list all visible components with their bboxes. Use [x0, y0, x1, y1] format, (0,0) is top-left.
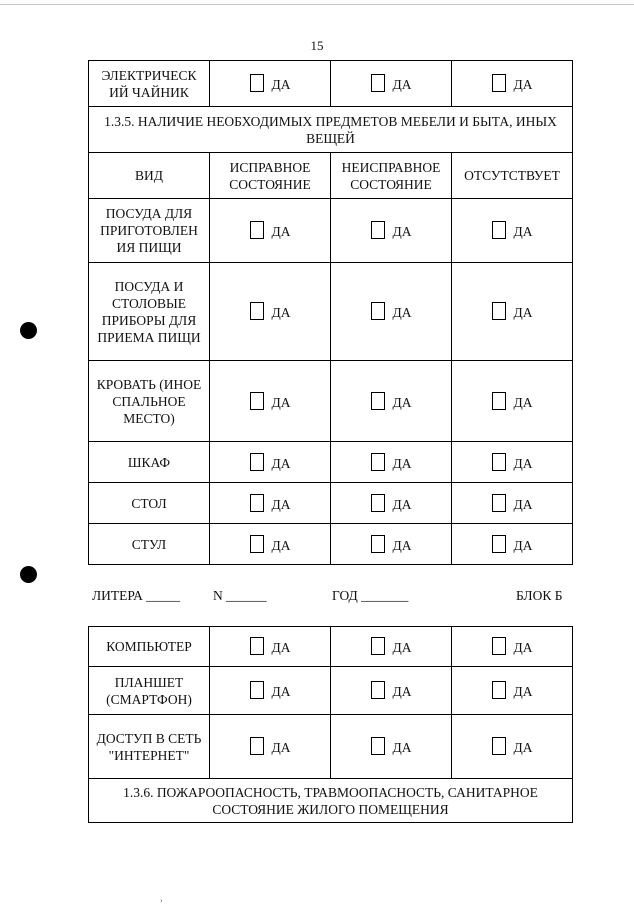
checkbox-label: ДА: [271, 224, 291, 239]
checkbox-cell: [452, 483, 573, 524]
row-label: КРОВАТЬ (ИНОЕ СПАЛЬНОЕ МЕСТО): [89, 361, 210, 442]
litera-field: ЛИТЕРА _____: [92, 588, 181, 603]
checkbox-cell: [331, 524, 452, 565]
checkbox-label: ДА: [271, 740, 291, 755]
checkbox[interactable]: [492, 221, 506, 239]
checkbox-cell: [452, 667, 573, 715]
checkbox-label: ДА: [392, 640, 412, 655]
checkbox-label: ДА: [392, 496, 412, 512]
checkbox-label: ДА: [392, 455, 412, 471]
checkbox-cell: [210, 199, 331, 263]
checkbox-cell: [210, 667, 331, 715]
section-title: 1.3.6. ПОЖАРООПАСНОСТЬ, ТРАВМООПАСНОСТЬ, САНИТАРНОЕ СОСТОЯНИЕ ЖИЛОГО ПОМЕЩЕНИЯ: [89, 779, 573, 823]
checkbox-cell: [210, 715, 331, 779]
checkbox-cell: [331, 61, 452, 107]
checkbox-cell: [331, 627, 452, 667]
row-label: ПОСУДА И СТОЛОВЫЕ ПРИБОРЫ ДЛЯ ПРИЕМА ПИЩИ: [89, 263, 210, 361]
punch-hole-icon: [20, 322, 37, 339]
checkbox[interactable]: [371, 453, 385, 471]
checkbox-label: ДА: [513, 305, 533, 320]
checkbox-cell: [210, 524, 331, 565]
row-label: СТУЛ: [89, 524, 210, 565]
checkbox-cell: [210, 483, 331, 524]
checkbox-cell: [452, 715, 573, 779]
number-field: N ______: [213, 588, 267, 603]
checkbox-label: ДА: [392, 77, 412, 92]
checkbox[interactable]: [250, 494, 264, 512]
table-row: [89, 715, 573, 779]
column-header: НЕИСПРАВНОЕ СОСТОЯНИЕ: [331, 153, 452, 199]
furniture-table: [88, 60, 573, 565]
checkbox-cell: [210, 442, 331, 483]
punch-hole-icon: [20, 566, 37, 583]
checkbox-label: ДА: [271, 77, 291, 92]
checkbox-cell: [331, 442, 452, 483]
checkbox[interactable]: [371, 737, 385, 755]
scan-mark: ›: [160, 896, 163, 905]
table-row: [89, 61, 573, 107]
checkbox-label: ДА: [392, 224, 412, 239]
checkbox-cell: [210, 627, 331, 667]
row-label: КОМПЬЮТЕР: [89, 627, 210, 667]
checkbox-label: ДА: [513, 496, 533, 512]
checkbox-cell: [452, 627, 573, 667]
checkbox[interactable]: [492, 737, 506, 755]
checkbox-label: ДА: [271, 496, 291, 512]
checkbox[interactable]: [492, 453, 506, 471]
row-label: СТОЛ: [89, 483, 210, 524]
checkbox-cell: [331, 483, 452, 524]
checkbox-label: ДА: [392, 684, 412, 699]
table-row: [89, 199, 573, 263]
checkbox[interactable]: [250, 302, 264, 320]
checkbox-label: ДА: [271, 684, 291, 699]
checkbox[interactable]: [492, 681, 506, 699]
checkbox-cell: [210, 361, 331, 442]
checkbox-label: ДА: [513, 77, 533, 92]
checkbox-cell: [331, 667, 452, 715]
checkbox[interactable]: [371, 392, 385, 410]
checkbox[interactable]: [250, 681, 264, 699]
checkbox-label: ДА: [271, 640, 291, 655]
checkbox-label: ДА: [271, 537, 291, 553]
checkbox[interactable]: [250, 221, 264, 239]
checkbox[interactable]: [250, 392, 264, 410]
checkbox[interactable]: [492, 74, 506, 92]
table-row: [89, 627, 573, 667]
checkbox-cell: [452, 524, 573, 565]
checkbox-label: ДА: [513, 740, 533, 755]
checkbox-cell: [452, 442, 573, 483]
row-label: ЭЛЕКТРИЧЕСК ИЙ ЧАЙНИК: [89, 61, 210, 107]
table-row: [89, 361, 573, 442]
checkbox[interactable]: [250, 453, 264, 471]
table-row: [89, 667, 573, 715]
checkbox[interactable]: [371, 302, 385, 320]
top-scan-rule: [0, 4, 634, 5]
checkbox-label: ДА: [513, 684, 533, 699]
checkbox-label: ДА: [392, 537, 412, 553]
checkbox[interactable]: [492, 392, 506, 410]
checkbox-label: ДА: [392, 305, 412, 320]
checkbox-label: ДА: [271, 394, 291, 410]
checkbox-cell: [452, 199, 573, 263]
checkbox-cell: [210, 61, 331, 107]
checkbox[interactable]: [371, 74, 385, 92]
checkbox-cell: [210, 263, 331, 361]
year-field: ГОД _______: [332, 588, 409, 603]
row-label: ДОСТУП В СЕТЬ "ИНТЕРНЕТ": [89, 715, 210, 779]
table-row: [89, 779, 573, 823]
row-label: ШКАФ: [89, 442, 210, 483]
checkbox-label: ДА: [392, 740, 412, 755]
page-number: 15: [310, 38, 324, 53]
checkbox-label: ДА: [513, 394, 533, 410]
row-label: ПОСУДА ДЛЯ ПРИГОТОВЛЕН ИЯ ПИЩИ: [89, 199, 210, 263]
checkbox[interactable]: [250, 74, 264, 92]
column-header: ОТСУТСТВУЕТ: [452, 153, 573, 199]
checkbox-cell: [452, 361, 573, 442]
checkbox-cell: [331, 263, 452, 361]
table-row: [89, 107, 573, 153]
checkbox[interactable]: [371, 535, 385, 553]
table-row: [89, 442, 573, 483]
checkbox-cell: [331, 361, 452, 442]
column-header-row: [89, 153, 573, 199]
checkbox-label: ДА: [271, 455, 291, 471]
checkbox-label: ДА: [392, 394, 412, 410]
checkbox[interactable]: [492, 494, 506, 512]
table-row: [89, 524, 573, 565]
checkbox-label: ДА: [513, 224, 533, 239]
table-row: [89, 263, 573, 361]
checkbox-cell: [331, 199, 452, 263]
row-label: ПЛАНШЕТ (СМАРТФОН): [89, 667, 210, 715]
checkbox[interactable]: [371, 637, 385, 655]
checkbox-label: ДА: [513, 640, 533, 655]
checkbox-cell: [452, 61, 573, 107]
checkbox[interactable]: [492, 302, 506, 320]
checkbox[interactable]: [371, 221, 385, 239]
checkbox[interactable]: [250, 535, 264, 553]
table-row: [89, 483, 573, 524]
checkbox-label: ДА: [513, 537, 533, 553]
column-header: ИСПРАВНОЕ СОСТОЯНИЕ: [210, 153, 331, 199]
checkbox[interactable]: [371, 494, 385, 512]
checkbox-cell: [452, 263, 573, 361]
checkbox[interactable]: [250, 637, 264, 655]
block-label: БЛОК Б: [516, 588, 563, 603]
checkbox-label: ДА: [271, 305, 291, 320]
section-title: 1.3.5. НАЛИЧИЕ НЕОБХОДИМЫХ ПРЕДМЕТОВ МЕБЕЛИ И БЫТА, ИНЫХ ВЕЩЕЙ: [89, 107, 573, 153]
checkbox[interactable]: [492, 637, 506, 655]
checkbox[interactable]: [371, 681, 385, 699]
checkbox-label: ДА: [513, 455, 533, 471]
checkbox[interactable]: [492, 535, 506, 553]
column-header: ВИД: [89, 153, 210, 199]
checkbox-cell: [331, 715, 452, 779]
checkbox[interactable]: [250, 737, 264, 755]
devices-table: [88, 626, 573, 823]
